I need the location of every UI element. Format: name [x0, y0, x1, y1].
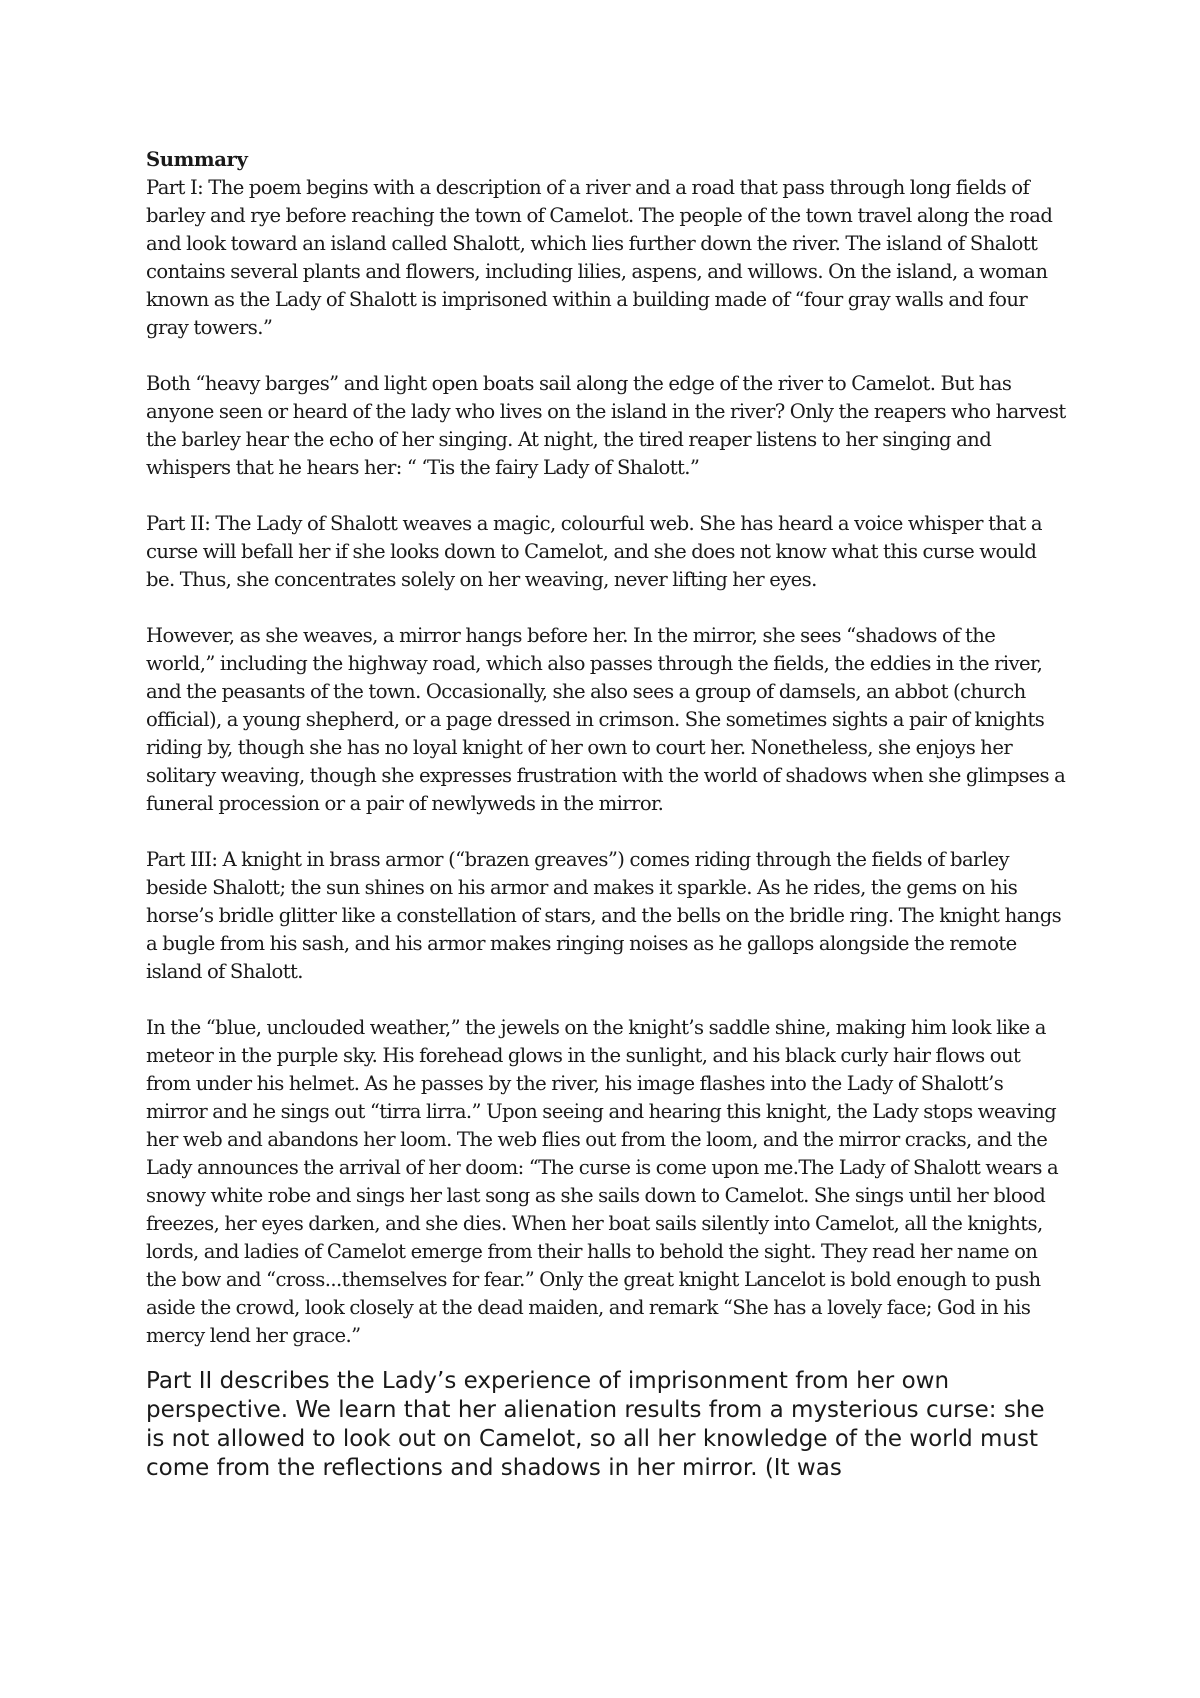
paragraph-mirror: However, as she weaves, a mirror hangs before her. In the mirror, she sees “shadows of the world,” including the highway road, which also passes through the fields, the eddies in the river, and the peasants of the town. Occasionally, she also sees a group of damsels, an abbot (church official), a young shepherd, or a page dressed in crimson. She sometimes sights a pair of knights riding by, though she has no loyal knight of her own to court her. Nonetheless, she enjoys her solitary weaving, though she expresses frustration with the world of shadows when she glimpses a funeral procession or a pair of newlyweds in the mirror. [146, 624, 1066, 815]
paragraph-analysis: Part II describes the Lady’s experience of imprisonment from her own perspective. We learn that her alienation results from a mysterious curse: she is not allowed to look out on Camelot, so all her knowledge of the world must come from the reflections and shadows in her mirror. (It was [146, 1368, 1045, 1481]
paragraph-barges: Both “heavy barges” and light open boats sail along the edge of the river to Camelot. But has anyone seen or heard of the lady who lives on the island in the river? Only the reapers who harvest the barley hear the echo of her singing. At night, the tired reaper listens to her singing and whispers that he hears her: “ ‘Tis the fairy Lady of Shalott.” [146, 372, 1066, 479]
paragraph-part-2: Part II: The Lady of Shalott weaves a magic, colourful web. She has heard a voice whisper that a curse will befall her if she looks down to Camelot, and she does not know what this curse would be. Thus, she concentrates solely on her weaving, never lifting her eyes. [146, 512, 1042, 591]
document-body [146, 146, 1066, 1483]
paragraph-knight: In the “blue, unclouded weather,” the jewels on the knight’s saddle shine, making him look like a meteor in the purple sky. His forehead glows in the sunlight, and his black curly hair flows out from under his helmet. As he passes by the river, his image flashes into the Lady of Shalott’s mirror and he sings out “tirra lirra.” Upon seeing and hearing this knight, the Lady stops weaving her web and abandons her loom. The web flies out from the loom, and the mirror cracks, and the Lady announces the arrival of her doom: “The curse is come upon me.The Lady of Shalott wears a snowy white robe and sings her last song as she sails down to Camelot. She sings until her blood freezes, her eyes darken, and she dies. When her boat sails silently into Camelot, all the knights, lords, and ladies of Camelot emerge from their halls to behold the sight. They read her name on the bow and “cross...themselves for fear.” Only the great knight Lancelot is bold enough to push aside the crowd, look closely at the dead maiden, and remark “She has a lovely face; God in his mercy lend her grace.” [146, 1016, 1059, 1347]
summary-heading: Summary [146, 148, 248, 171]
paragraph-part-3: Part III: A knight in brass armor (“brazen greaves”) comes riding through the fields of barley beside Shalott; the sun shines on his armor and makes it sparkle. As he rides, the gems on his horse’s bridle glitter like a constellation of stars, and the bells on the bridle ring. The knight hangs a bugle from his sash, and his armor makes ringing noises as he gallops alongside the remote island of Shalott. [146, 848, 1062, 983]
paragraph-part-1: Part I: The poem begins with a description of a river and a road that pass through long fields of barley and rye before reaching the town of Camelot. The people of the town travel along the road and look toward an island called Shalott, which lies further down the river. The island of Shalott contains several plants and flowers, including lilies, aspens, and willows. On the island, a woman known as the Lady of Shalott is imprisoned within a building made of “four gray walls and four gray towers.” [146, 176, 1053, 339]
